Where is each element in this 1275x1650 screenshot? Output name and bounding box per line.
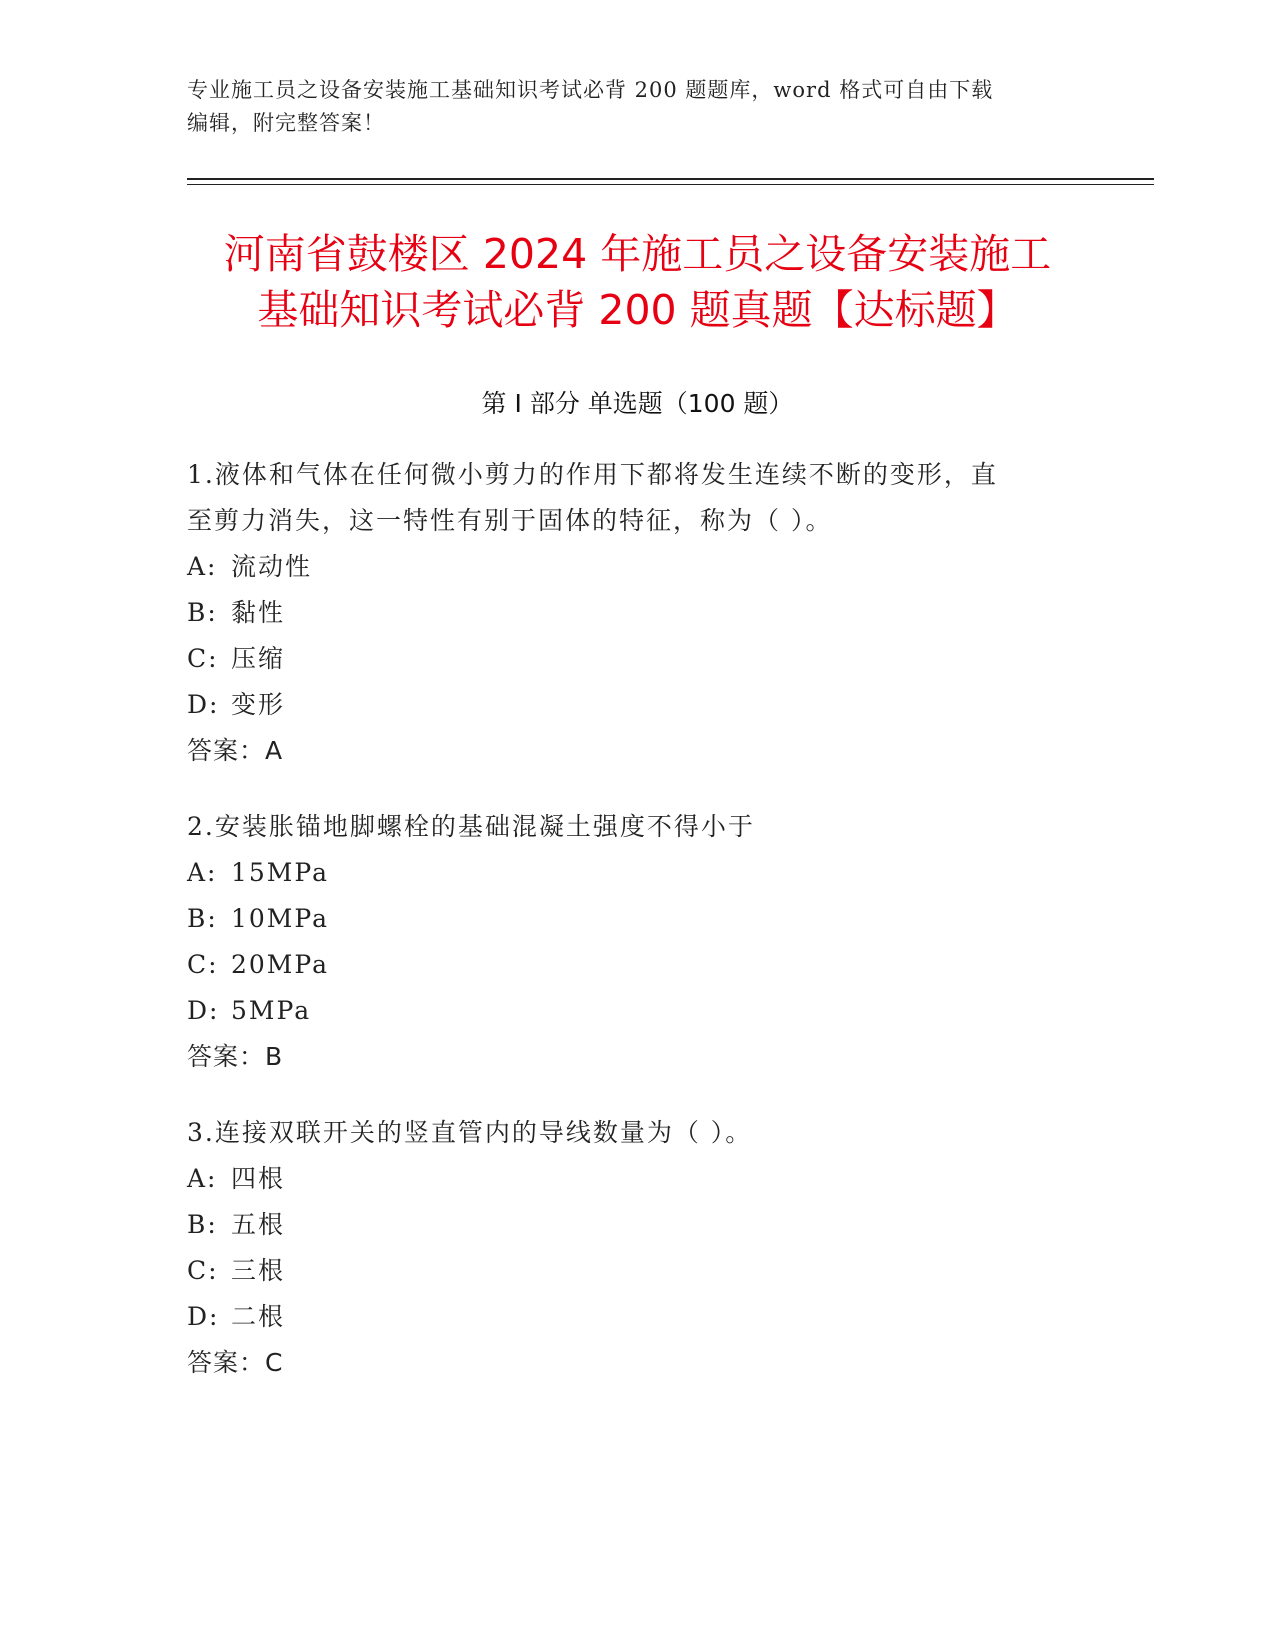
- option-a: [187, 1156, 1087, 1202]
- option-d: [187, 1294, 1087, 1340]
- option-letter: D:: [187, 996, 220, 1025]
- option-c: [187, 1248, 1087, 1294]
- option-letter: A:: [187, 1164, 218, 1193]
- option-c: [187, 942, 1087, 988]
- option-c: [187, 636, 1087, 682]
- option-letter: A:: [187, 552, 218, 581]
- option-letter: B:: [187, 904, 218, 933]
- option-letter: C:: [187, 1256, 219, 1285]
- answer: 答案：C: [187, 1348, 284, 1377]
- document-title-line-1: 河南省鼓楼区 2024 年施工员之设备安装施工: [223, 230, 1052, 278]
- option-text: 压缩: [231, 644, 286, 673]
- option-b: [187, 590, 1087, 636]
- question-1: [187, 452, 1087, 774]
- option-text: 黏性: [231, 598, 286, 627]
- option-text: 五根: [231, 1210, 286, 1239]
- section-title: 第 I 部分 单选题（100 题）: [481, 389, 794, 418]
- option-letter: C:: [187, 644, 219, 673]
- option-text: 10MPa: [231, 904, 330, 933]
- header-note-line-2: 编辑，附完整答案！: [187, 111, 385, 135]
- option-text: 5MPa: [231, 996, 312, 1025]
- header-rule-thin: [187, 184, 1154, 185]
- option-a: [187, 544, 1087, 590]
- question-stem-line-1: 1.液体和气体在任何微小剪力的作用下都将发生连续不断的变形，直: [187, 460, 998, 489]
- header-note: [187, 74, 1087, 140]
- option-text: 三根: [231, 1256, 286, 1285]
- header-note-line-1: 专业施工员之设备安装施工基础知识考试必背 200 题题库，word 格式可自由下载: [187, 78, 994, 102]
- option-text: 变形: [231, 690, 286, 719]
- answer: 答案：A: [187, 736, 284, 765]
- answer: 答案：B: [187, 1042, 284, 1071]
- option-b: [187, 896, 1087, 942]
- document-title-line-2: 基础知识考试必背 200 题真题【达标题】: [257, 286, 1018, 334]
- option-d: [187, 682, 1087, 728]
- option-letter: B:: [187, 598, 218, 627]
- question-stem-line-2: 至剪力消失，这一特性有别于固体的特征，称为（ ）。: [187, 506, 833, 535]
- question-2: [187, 804, 1087, 1080]
- option-letter: C:: [187, 950, 219, 979]
- option-letter: A:: [187, 858, 218, 887]
- header-rule-thick: [187, 178, 1154, 180]
- option-letter: D:: [187, 690, 220, 719]
- document-title: [150, 226, 1125, 338]
- option-text: 四根: [231, 1164, 286, 1193]
- option-letter: D:: [187, 1302, 220, 1331]
- option-text: 20MPa: [231, 950, 330, 979]
- option-letter: B:: [187, 1210, 218, 1239]
- option-d: [187, 988, 1087, 1034]
- question-stem-line-1: 3.连接双联开关的竖直管内的导线数量为（ ）。: [187, 1118, 753, 1147]
- option-b: [187, 1202, 1087, 1248]
- option-a: [187, 850, 1087, 896]
- question-3: [187, 1110, 1087, 1386]
- question-stem-line-1: 2.安装胀锚地脚螺栓的基础混凝土强度不得小于: [187, 812, 755, 841]
- option-text: 二根: [231, 1302, 286, 1331]
- option-text: 流动性: [231, 552, 313, 581]
- option-text: 15MPa: [231, 858, 330, 887]
